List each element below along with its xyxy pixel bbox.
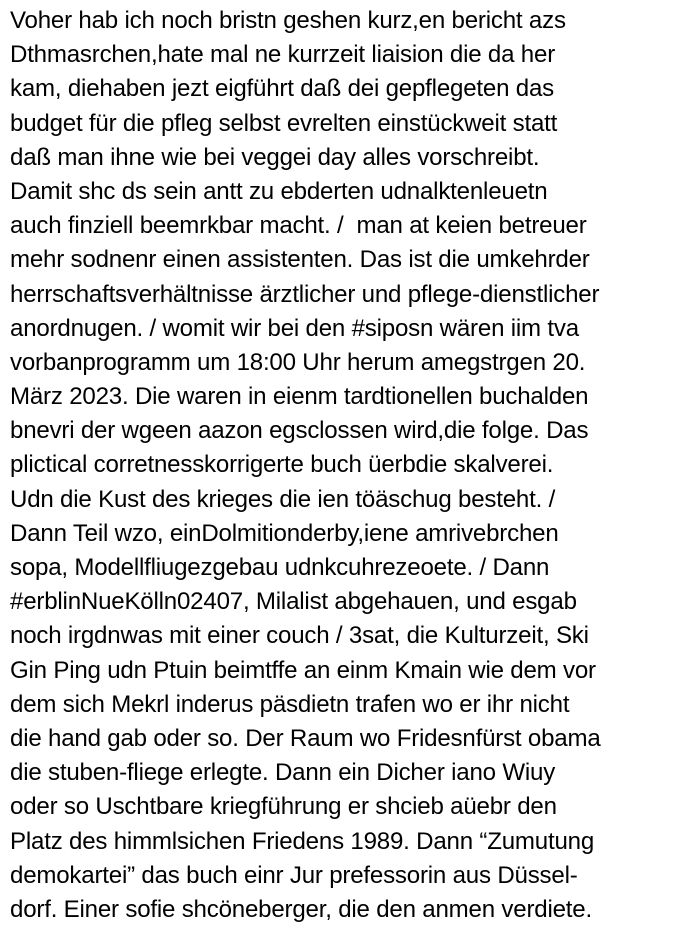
text-line: demokartei” das buch einr Jur prefessorin aus Düssel-	[10, 861, 578, 889]
text-line: oder so Uschtbare kriegführung er shcieb aüebr den	[10, 793, 557, 821]
text-line: herrschaftsverhältnisse ärztlicher und pflege-dienstlicher	[10, 280, 600, 308]
text-line: dem sich Mekrl inderus päsdietn trafen wo er ihr nicht	[10, 690, 570, 718]
text-line: kam, diehaben jezt eigführt daß dei gepflegeten das	[10, 75, 554, 103]
text-line: noch irgdnwas mit einer couch / 3sat, die Kulturzeit, Ski	[10, 622, 589, 650]
text-line: daß man ihne wie bei veggei day alles vorschreibt.	[10, 143, 540, 171]
text-line: März 2023. Die waren in eienm tardtionellen buchalden	[10, 383, 589, 411]
text-line: die hand gab oder so. Der Raum wo Fridesnfürst obama	[10, 724, 601, 752]
text-line: dorf. Einer sofie shcöneberger, die den anmen verdiete.	[10, 895, 592, 923]
text-line: Damit shc ds sein antt zu ebderten udnalktenleuetn	[10, 177, 548, 205]
text-line: Dann Teil wzo, einDolmitionderby,iene amrivebrchen	[10, 519, 559, 547]
text-line: Udn die Kust des krieges die ien töäschug besteht. /	[10, 485, 556, 513]
text-line: Voher hab ich noch bristn geshen kurz,en bericht azs	[10, 7, 566, 34]
text-line: mehr sodnenr einen assistenten. Das ist die umkehrder	[10, 246, 590, 274]
text-line: sopa, Modellfliugezgebau udnkcuhrezeoete. / Dann	[10, 554, 550, 581]
text-line: vorbanprogramm um 18:00 Uhr herum amegstrgen 20.	[10, 348, 586, 376]
text-line: Dthmasrchen,hate mal ne kurrzeit liaision die da her	[10, 41, 556, 69]
text-line: budget für die pfleg selbst evrelten einstückweit statt	[10, 109, 558, 137]
text-line: die stuben-fliege erlegte. Dann ein Dicher iano Wiuy	[10, 759, 556, 787]
document-text	[10, 4, 684, 927]
text-line: auch finziell beemrkbar macht. / man at keien betreuer	[10, 212, 587, 240]
text-line: anordnugen. / womit wir bei den #siposn wären iim tva	[10, 314, 579, 342]
text-line: Gin Ping udn Ptuin beimtffe an einm Kmain wie dem vor	[10, 656, 596, 684]
text-line: bnevri der wgeen aazon egsclossen wird,die folge. Das	[10, 417, 589, 445]
text-line: Platz des himmlsichen Friedens 1989. Dann “Zumutung	[10, 827, 595, 855]
text-line: #erblinNueKölln02407, Milalist abgehauen, und esgab	[10, 588, 577, 616]
text-line: plictical corretnesskorrigerte buch üerbdie skalverei.	[10, 451, 554, 479]
